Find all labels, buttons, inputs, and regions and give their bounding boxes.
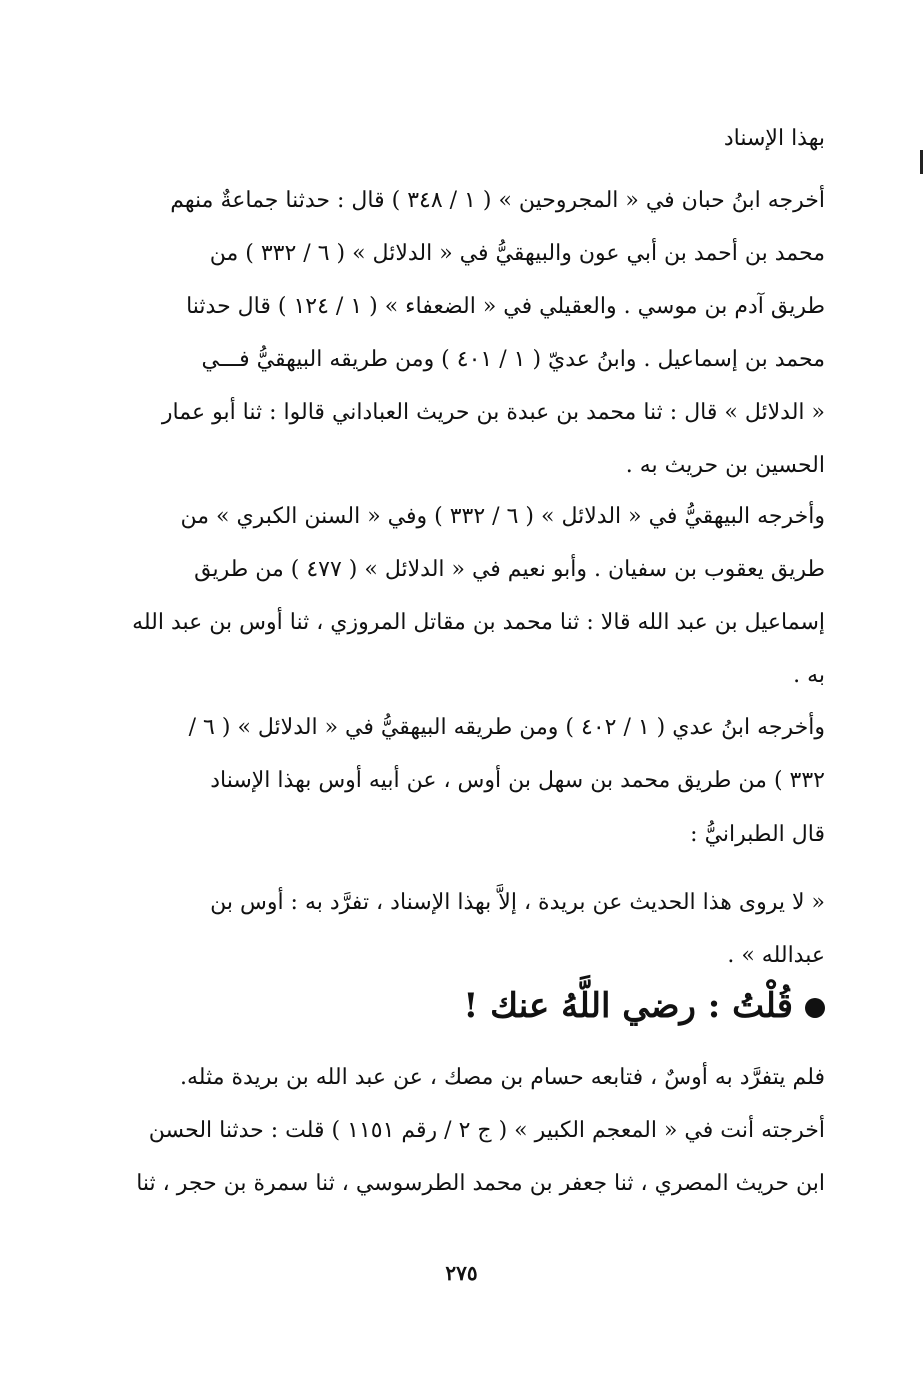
- paragraph-line: عبدالله » .: [727, 943, 825, 968]
- paragraph-1: [97, 174, 825, 492]
- paragraph-line: الحسين بن حريث به .: [625, 453, 825, 478]
- paragraph-line: طريق يعقوب بن سفيان . وأبو نعيم في « الدلائل » ( ٤٧٧ ) من طريق: [194, 557, 825, 582]
- paragraph-line: فلم يتفرَّد به أوسٌ ، فتابعه حسام بن مصك ، عن عبد الله بن بريدة مثله.: [180, 1065, 825, 1090]
- paragraph-line: وأخرجه ابنُ عدي ( ١ / ٤٠٢ ) ومن طريقه البيهقيُّ في « الدلائل » ( ٦ /: [188, 715, 825, 740]
- paragraph-3: [97, 701, 825, 807]
- paragraph-line: ٣٣٢ ) من طريق محمد بن سهل بن أوس ، عن أبيه أوس بهذا الإسناد: [210, 768, 825, 793]
- page-number: ٢٧٥: [445, 1261, 478, 1285]
- paragraph-line: « الدلائل » قال : ثنا محمد بن عبدة بن حريث العباداني قالوا : ثنا أبو عمار: [161, 400, 825, 425]
- section-heading-text: قُلْتُ : رضي اللَّهُ عنك !: [463, 986, 793, 1026]
- paragraph-2: [97, 490, 825, 702]
- running-heading: [97, 112, 825, 165]
- running-heading-text: بهذا الإسناد: [723, 126, 825, 151]
- bullet-icon: [805, 998, 825, 1018]
- paragraph-final: [97, 1051, 825, 1210]
- paragraph-line: أخرجته أنت في « المعجم الكبير » ( ج ٢ / رقم ١١٥١ ) قلت : حدثنا الحسن: [148, 1118, 825, 1143]
- paragraph-line: طريق آدم بن موسي . والعقيلي في « الضعفاء » ( ١ / ١٢٤ ) قال حدثنا: [186, 294, 825, 319]
- paragraph-line: قال الطبرانيُّ :: [690, 822, 825, 847]
- section-heading: [97, 976, 825, 1036]
- paragraph-line: أخرجه ابنُ حبان في « المجروحين » ( ١ / ٣٤٨ ) قال : حدثنا جماعةٌ منهم: [170, 188, 825, 213]
- paragraph-line: به .: [793, 663, 825, 688]
- paragraph-line: ابن حريث المصري ، ثنا جعفر بن محمد الطرسوسي ، ثنا سمرة بن حجر ، ثنا: [136, 1171, 825, 1196]
- paragraph-line: وأخرجه البيهقيُّ في « الدلائل » ( ٦ / ٣٣٢ ) وفي « السنن الكبري » من: [180, 504, 825, 529]
- paragraph-line: محمد بن أحمد بن أبي عون والبيهقيُّ في « الدلائل » ( ٦ / ٣٣٢ ) من: [209, 241, 825, 266]
- paragraph-line: إسماعيل بن عبد الله قالا : ثنا محمد بن مقاتل المروزي ، ثنا أوس بن عبد الله: [132, 610, 825, 635]
- paragraph-line: محمد بن إسماعيل . وابنُ عديّ ( ١ / ٤٠١ ) ومن طريقه البيهقيُّ فـــي: [201, 347, 825, 372]
- quotation: [97, 876, 825, 982]
- paragraph-line: « لا يروى هذا الحديث عن بريدة ، إلاَّ بهذا الإسناد ، تفرَّد به : أوس بن: [210, 890, 825, 915]
- paragraph-4: [97, 808, 825, 861]
